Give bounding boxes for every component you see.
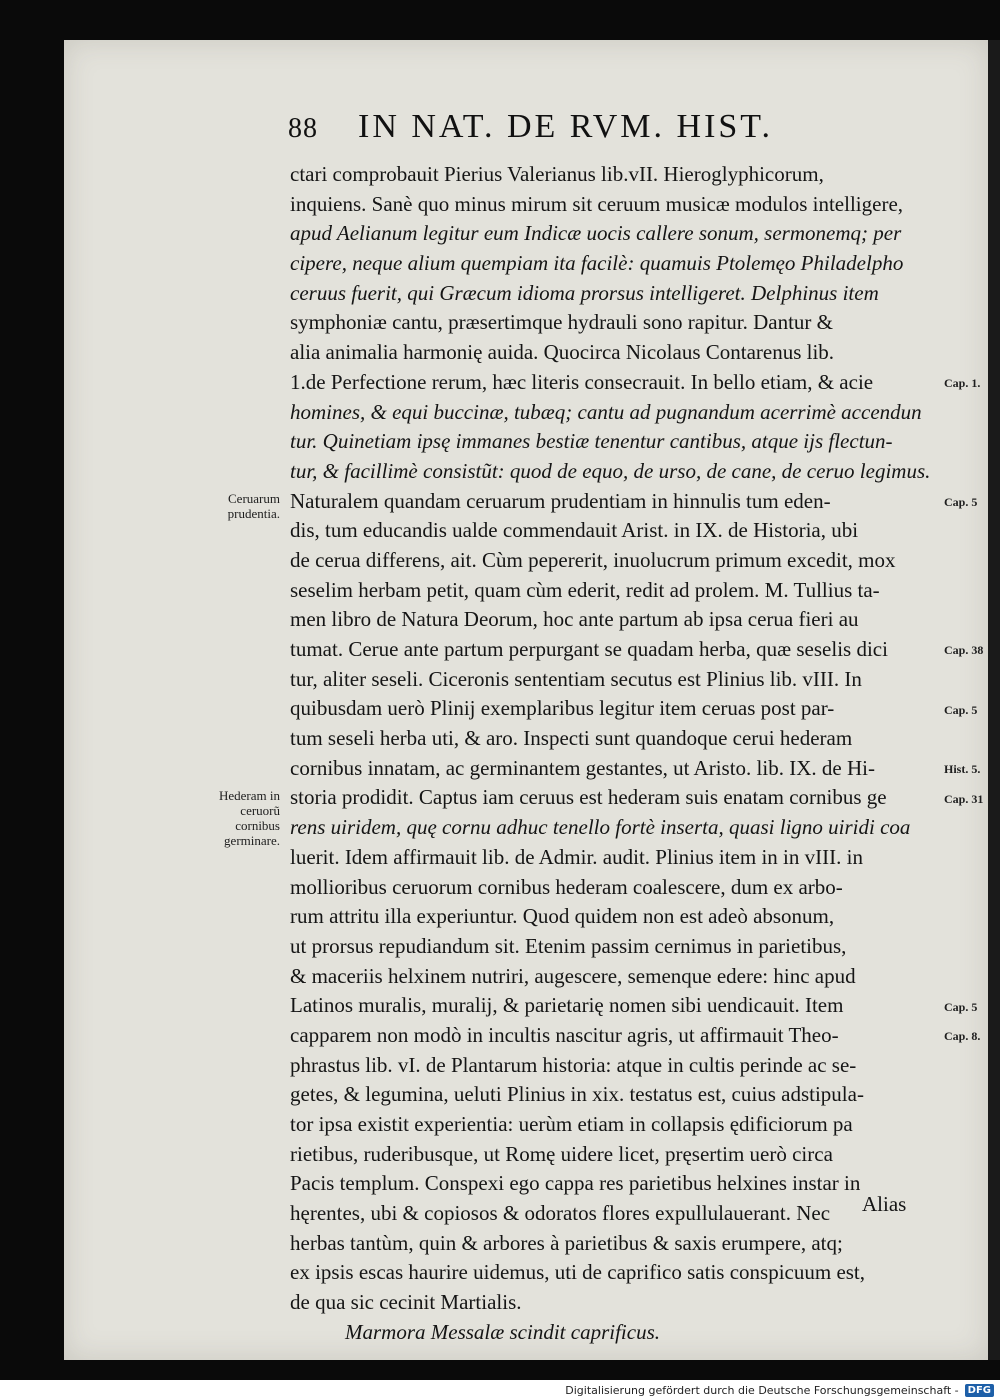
catchword: Alias (862, 1192, 907, 1216)
chapter-reference: Cap. 31 (944, 791, 984, 806)
text-line: ctari comprobauit Pierius Valerianus lib.vII. Hieroglyphicorum, (290, 162, 824, 186)
page-gutter-edge (988, 40, 1000, 1360)
text-line: homines, & equi buccinæ, tubæq; cantu ad pugnandum acerrimè accendun (290, 399, 922, 424)
text-line: inquiens. Sanè quo minus mirum sit ceruum musicæ modulos intelligere, (290, 191, 904, 216)
text-line: ceruus fuerit, qui Græcum idioma prorsus intelligeret. Delphinus item (290, 280, 879, 305)
text-line: symphoniæ cantu, præsertimque hydrauli sono rapitur. Dantur & (290, 310, 834, 335)
text-line: rens uiridem, quę cornu adhuc tenello fortè inserta, quasi ligno uiridi coa (290, 815, 911, 840)
text-line: men libro de Natura Deorum, hoc ante partum ab ipsa cerua fieri au (290, 607, 859, 632)
text-line: tumat. Cerue ante partum perpurgant se quadam herba, quæ seselis dici (290, 637, 888, 661)
footer-credit: Digitalisierung gefördert durch die Deutsche Forschungsgemeinschaft - (565, 1383, 959, 1397)
text-line: dis, tum educandis ualde commendauit Arist. in IX. de Historia, ubi (290, 518, 859, 543)
chapter-reference: Hist. 5. (944, 762, 981, 776)
chapter-reference: Cap. 5 (944, 702, 978, 717)
text-line: capparem non modò in incultis nascitur agris, ut affirmauit Theo- (290, 1022, 839, 1047)
page-header (288, 108, 848, 156)
text-line: phrastus lib. vI. de Plantarum historia: atque in cultis perinde ac se- (290, 1052, 857, 1077)
text-line: luerit. Idem affirmauit lib. de Admir. audit. Plinius item in in vIII. in (290, 844, 863, 869)
text-line: rietibus, ruderibusque, ut Romę uidere licet, pręsertim uerò circa (290, 1141, 833, 1166)
text-line: Naturalem quandam ceruarum prudentiam in hinnulis tum eden- (290, 488, 831, 513)
text-line: ut prorsus repudiandum sit. Etenim passim cernimus in parietibus, (290, 933, 847, 958)
text-line: herbas tantùm, quin & arbores à parietibus & saxis erumpere, atq; (290, 1230, 843, 1255)
text-line: tum seseli herba uti, & aro. Inspecti sunt quandoque cerui hederam (290, 726, 853, 751)
marginal-note: Hederam in ceruorũ cornibus germinare. (218, 787, 280, 848)
dfg-logo-icon: DFG (965, 1384, 994, 1397)
marginal-note: Ceruarum prudentia. (227, 490, 280, 521)
text-line: 1.de Perfectione rerum, hæc literis consecrauit. In bello etiam, & acie (290, 369, 874, 394)
text-line: & maceriis helxinem nutriri, augescere, semenque edere: hinc apud (290, 963, 856, 988)
text-line: mollioribus ceruorum cornibus hederam coalescere, dum ex arbo- (290, 874, 843, 899)
text-line: rum attritu illa experiuntur. Quod quidem non est adeò absonum, (290, 904, 835, 929)
text-line: de cerua differens, ait. Cùm pepererit, inuolucrum primum excedit, mox (290, 547, 896, 572)
text-line: alia animalia harmonię auida. Quocirca Nicolaus Contarenus lib. (290, 340, 835, 365)
text-line: ex ipsis escas haurire uidemus, uti de caprifico satis conspicuum est, (290, 1260, 866, 1285)
text-line: cipere, neque alium quempiam ita facilè: quamuis Ptolemęo Philadelpho (290, 251, 904, 276)
text-line: tur, & facillimè consistũt: quod de equo, de urso, de cane, de ceruo legimus. (290, 458, 931, 483)
text-line: Latinos muralis, muralij, & parietarię nomen sibi uendicauit. Item (290, 993, 844, 1018)
text-line: de qua sic cecinit Martialis. (290, 1290, 522, 1315)
text-line: tur, aliter seseli. Ciceronis sententiam secutus est Plinius lib. vIII. In (290, 666, 862, 691)
chapter-reference: Cap. 5 (944, 999, 978, 1014)
text-line: storia prodidit. Captus iam ceruus est hederam suis enatam cornibus ge (290, 785, 887, 810)
text-line: tor ipsa existit experientia: uerùm etiam in collapsis ędificiorum pa (290, 1112, 853, 1136)
running-title: IN NAT. DE RVM. HIST. (358, 108, 774, 145)
text-line: tur. Quinetiam ipsę immanes bestiæ tenentur cantibus, atque ijs flectun- (290, 429, 893, 454)
chapter-reference: Cap. 1. (944, 375, 981, 390)
text-line: cornibus innatam, ac germinantem gestantes, ut Aristo. lib. IX. de Hi- (290, 755, 875, 780)
text-line: Marmora Messalæ scindit caprificus. (345, 1319, 660, 1344)
chapter-reference: Cap. 5 (944, 494, 978, 509)
text-line: getes, & legumina, ueluti Plinius in xix. testatus est, cuius adstipula- (290, 1082, 864, 1107)
text-line: quibusdam uerò Plinij exemplaribus legitur item ceruas post par- (290, 696, 835, 721)
main-text-block (290, 160, 950, 1348)
text-line: Pacis templum. Conspexi ego cappa res parietibus helxines instar in (290, 1171, 861, 1196)
text-line: hęrentes, ubi & copiosos & odoratos flores expullulauerant. Nec (290, 1201, 831, 1226)
page-number: 88 (288, 113, 318, 144)
digitization-footer (0, 1380, 1000, 1400)
text-line: apud Aelianum legitur eum Indicæ uocis callere sonum, sermonemq; per (290, 221, 902, 246)
chapter-reference: Cap. 8. (944, 1029, 981, 1044)
chapter-reference: Cap. 38 (944, 643, 984, 658)
text-line: seselim herbam petit, quam cùm ederit, redit ad prolem. M. Tullius ta- (290, 577, 880, 602)
